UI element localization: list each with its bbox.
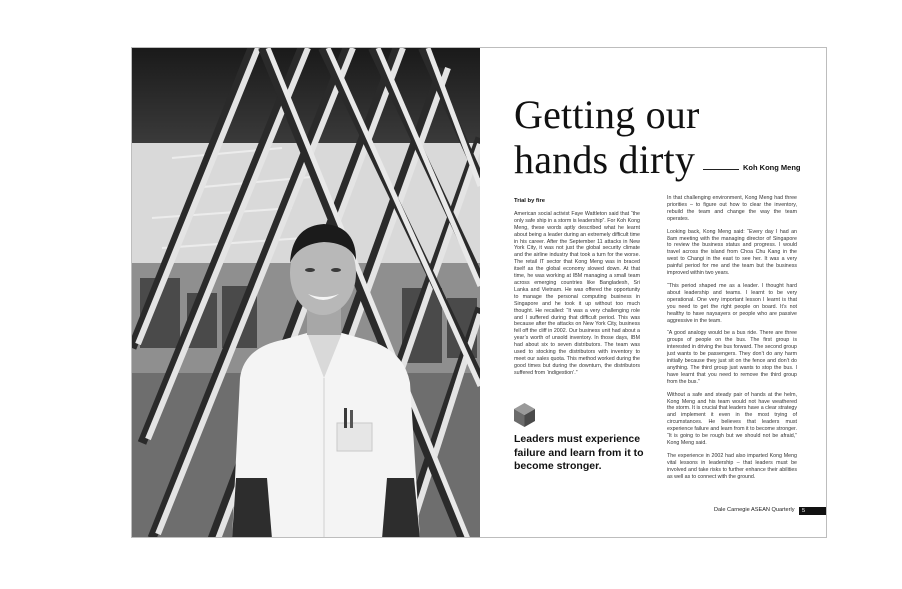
page-number: 5 (799, 507, 827, 515)
article-title (514, 92, 700, 182)
left-paragraph: American social activist Faye Wattleton said that “the only safe ship in a storm is leadership”. For Koh Kong Meng, these words aptly described what he learnt about being a leader during an extremely difficult time in his career. After the September 11 attacks in New York City, it was not just the global security climate and the airline industry that took a turn for the worse. The retail IT sector that Kong Meng was in braced itself as the global economy slowed down. At that time, he was working at IBM managing a small team across emerging countries like Bangladesh, Sri Lanka and Vietnam. He was offered the opportunity to manage the personal computing business in Singapore and he took it up without too much thought. He recalled: “It was a very challenging role and I suffered during that difficult period. This was because after the attacks on New York City, business fell off the cliff in 2002. Our business unit had about a year’s worth of unsold inventory. In those days, IBM had about six to seven distributors. The team was used to stocking the distributors with inventory to meet our sales quota. This method worked during the good times but during the downturn, the distributors suffered from ‘indigestion’.” (514, 210, 640, 376)
magazine-spread (131, 47, 827, 538)
title-line-2: hands dirty (514, 137, 696, 182)
right-paragraph: “A good analogy would be a bus ride. There are three groups of people on the bus. The first group is interested in driving the bus forward. The second group just wants to be passengers. They don’t do any harm initially because they just sit on the fence and don’t do anything. The third group just wants to stop the bus. I have learnt that you need to remove the third group from the bus.” (667, 330, 797, 385)
author-name: Koh Kong Meng (743, 163, 801, 172)
portrait-photo (132, 48, 480, 538)
right-paragraph: The experience in 2002 had also imparted Kong Meng vital lessons in leadership – that leaders must be involved and take risks to further enhance their abilities as well as to connect with the ground. (667, 452, 797, 480)
pull-quote: Leaders must experience failure and learn from it to become stronger. (514, 433, 644, 472)
section-subhead: Trial by fire (514, 198, 545, 204)
right-paragraph: Without a safe and steady pair of hands at the helm, Kong Meng and his team would not have weathered the storm. It is crucial that leaders have a clear strategy and implement it even in the most trying of circumstances. He believes that leaders must experience failure and learn from it to become stronger. “It is going to be rough but we should not be afraid,” Kong Meng said. (667, 391, 797, 446)
right-column (667, 195, 797, 487)
article-page (481, 48, 827, 538)
magazine-footer: Dale Carnegie ASEAN Quarterly (714, 507, 795, 513)
right-paragraph: Looking back, Kong Meng said: “Every day I had an 8am meeting with the managing director of Singapore to review the business status and progress. I would travel across the island from Choa Chu Kang in the west to Changi in the east to see her. It was a very painful period for me and the team but the business improved within two years. (667, 228, 797, 277)
right-paragraph: In that challenging environment, Kong Meng had three priorities – to figure out how to clear the inventory, rebuild the team and change the way the team operates. (667, 195, 797, 222)
cube-icon (514, 403, 535, 427)
left-column (514, 198, 640, 383)
title-rule (703, 169, 739, 170)
right-paragraph: “This period shaped me as a leader. I thought hard about leadership and teams. I learnt to be very operational. One very important lesson I learnt is that you need to get the right people on board. It’s not healthy to have naysayers or people who are passive aggressive in the team. (667, 282, 797, 324)
title-line-1: Getting our (514, 92, 700, 137)
